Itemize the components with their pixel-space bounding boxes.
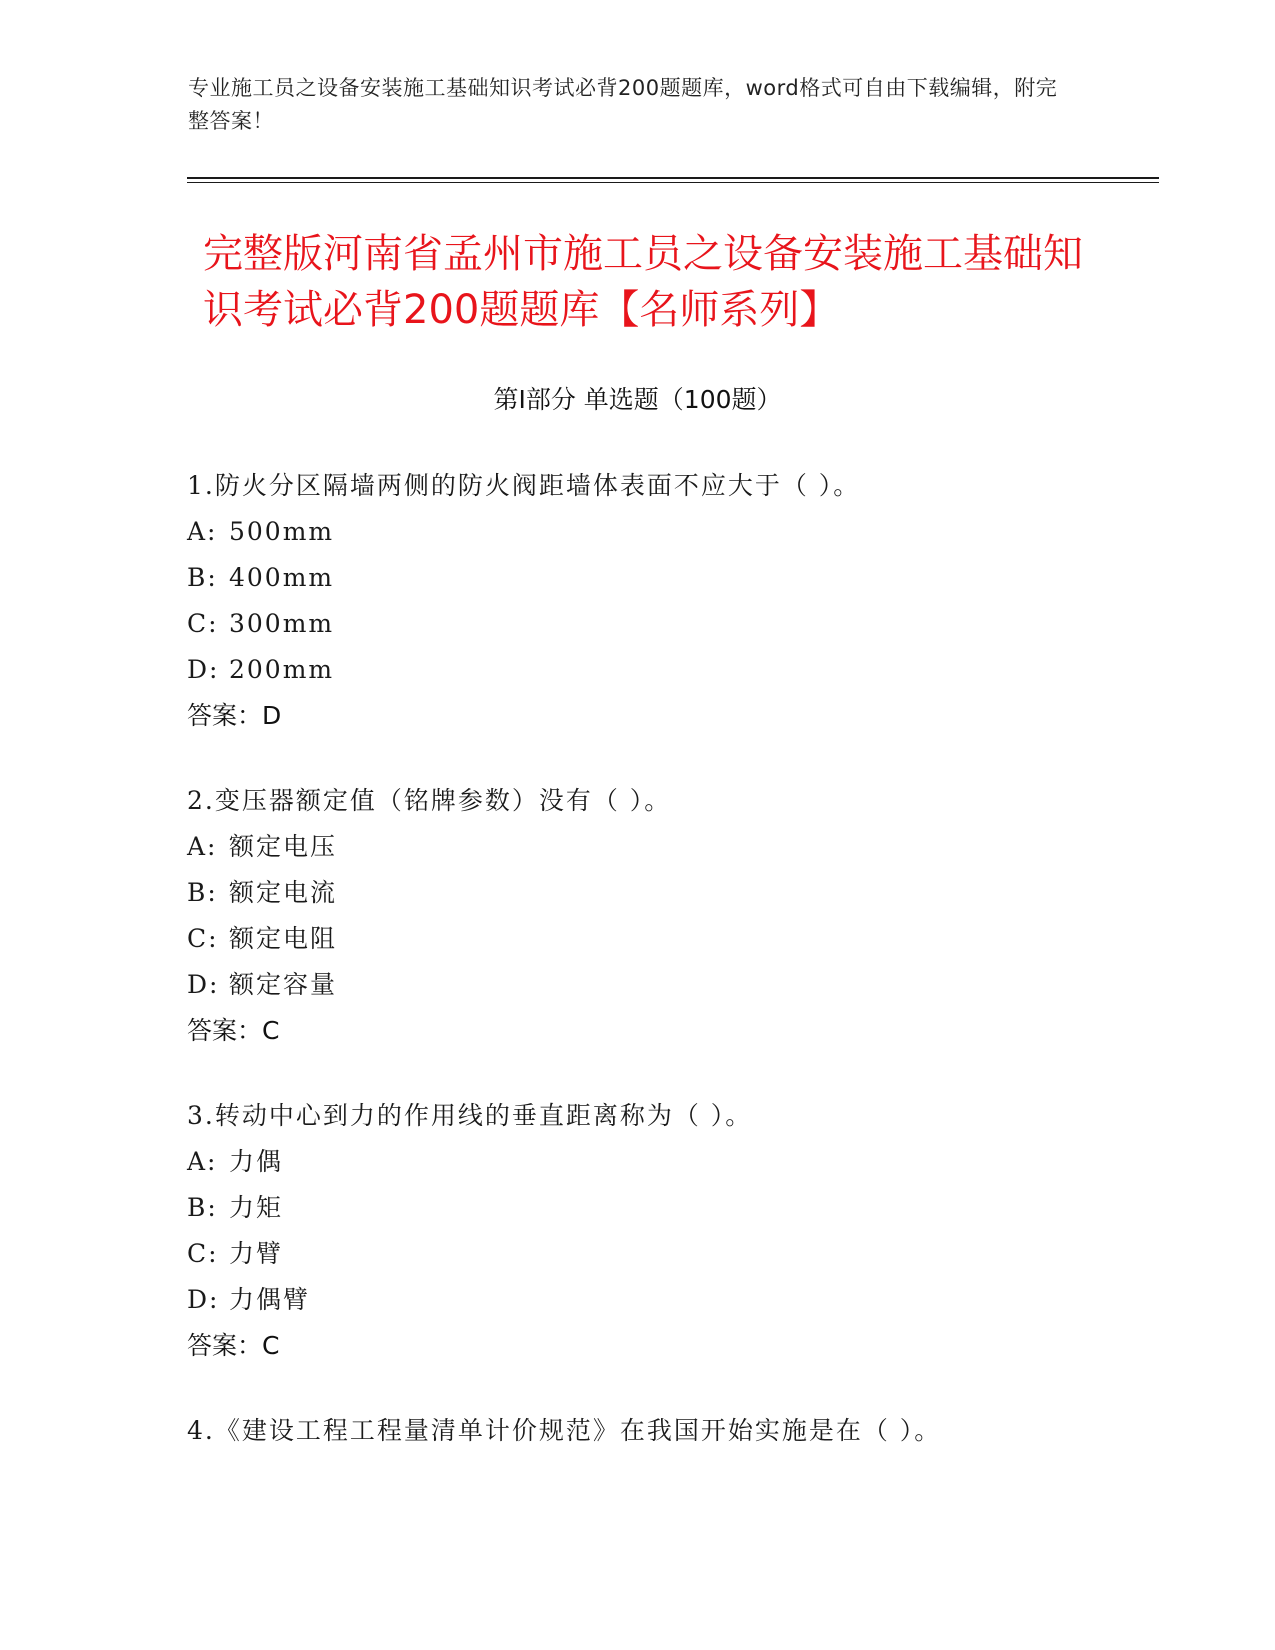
question-1	[187, 463, 1147, 739]
option-letter: B:	[187, 1193, 218, 1222]
question-stem: 2.变压器额定值（铭牌参数）没有（ ）。	[187, 786, 672, 815]
question-3	[187, 1093, 1147, 1369]
option-text: 500mm	[229, 517, 335, 546]
question-2	[187, 778, 1147, 1054]
option-text: 力矩	[229, 1193, 284, 1222]
option-letter: D:	[187, 655, 220, 684]
option-text: 额定电压	[229, 832, 338, 861]
option-letter: A:	[187, 517, 218, 546]
question-4	[187, 1408, 1147, 1454]
option-text: 300mm	[229, 609, 335, 638]
option-letter: D:	[187, 970, 220, 999]
header-note: 专业施工员之设备安装施工基础知识考试必背200题题库，word格式可自由下载编辑，附完整答案！	[188, 76, 1058, 133]
option-c	[187, 916, 1147, 962]
option-text: 力臂	[229, 1239, 284, 1268]
option-b	[187, 870, 1147, 916]
answer-line: 答案：C	[187, 1016, 280, 1045]
answer-line: 答案：D	[187, 701, 282, 730]
option-letter: A:	[187, 832, 218, 861]
option-a	[187, 1139, 1147, 1185]
option-text: 400mm	[229, 563, 335, 592]
question-stem: 4.《建设工程工程量清单计价规范》在我国开始实施是在（ ）。	[187, 1416, 942, 1445]
option-letter: B:	[187, 878, 218, 907]
option-b	[187, 555, 1147, 601]
option-d	[187, 1277, 1147, 1323]
option-b	[187, 1185, 1147, 1231]
option-letter: C:	[187, 609, 219, 638]
option-text: 额定电阻	[229, 924, 338, 953]
question-stem: 3.转动中心到力的作用线的垂直距离称为（ ）。	[187, 1101, 753, 1130]
option-d	[187, 647, 1147, 693]
question-stem: 1.防火分区隔墙两侧的防火阀距墙体表面不应大于（ ）。	[187, 471, 861, 500]
option-d	[187, 962, 1147, 1008]
header-divider-thick	[187, 177, 1159, 179]
option-text: 力偶臂	[229, 1285, 311, 1314]
option-letter: C:	[187, 924, 219, 953]
document-title: 完整版河南省孟州市施工员之设备安装施工基础知识考试必背200题题库【名师系列】	[203, 231, 1083, 333]
header-divider-thin	[187, 182, 1159, 183]
option-letter: C:	[187, 1239, 219, 1268]
option-text: 额定容量	[229, 970, 338, 999]
option-c	[187, 601, 1147, 647]
option-letter: D:	[187, 1285, 220, 1314]
answer-line: 答案：C	[187, 1331, 280, 1360]
section-heading: 第Ⅰ部分 单选题（100题）	[493, 385, 782, 414]
option-letter: A:	[187, 1147, 218, 1176]
option-text: 200mm	[229, 655, 335, 684]
option-text: 额定电流	[229, 878, 338, 907]
option-text: 力偶	[229, 1147, 284, 1176]
option-c	[187, 1231, 1147, 1277]
option-letter: B:	[187, 563, 218, 592]
option-a	[187, 824, 1147, 870]
option-a	[187, 509, 1147, 555]
